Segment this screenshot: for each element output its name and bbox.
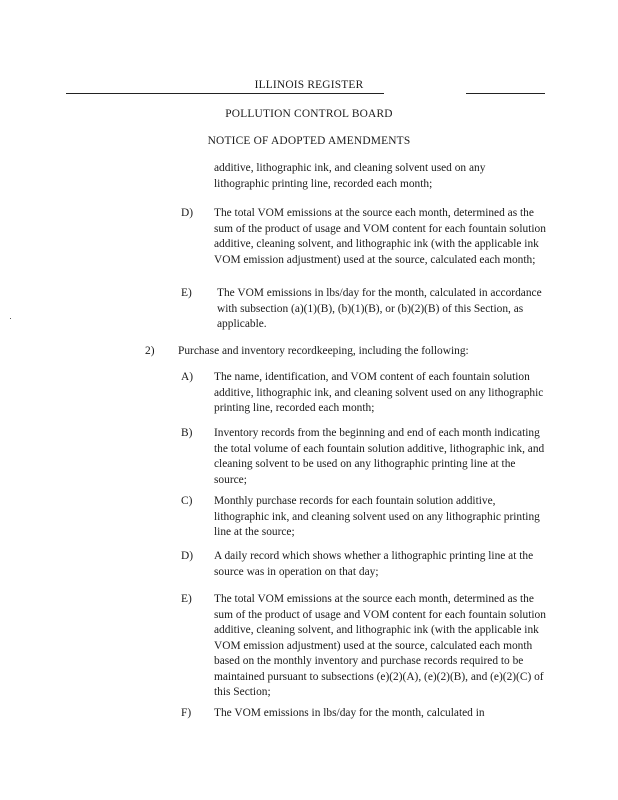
section-text: Purchase and inventory recordkeeping, including the following:: [178, 345, 469, 357]
item-label: B): [181, 427, 193, 439]
item-label: E): [181, 287, 192, 299]
item-label: F): [181, 707, 192, 719]
item-label: D): [181, 207, 194, 219]
item-text: Inventory records from the beginning and end of each month indicating the total volume of each fountain solution additive, lithographic ink, and cleaning solvent to be used on any lithographic printing line at the source;: [214, 427, 545, 486]
item-text: The name, identification, and VOM content of each fountain solution additive, lithographic ink, and cleaning solvent used on any lithographic printing line, recorded each month;: [214, 371, 544, 414]
notice-title: NOTICE OF ADOPTED AMENDMENTS: [207, 135, 411, 147]
item-label: D): [181, 550, 194, 562]
agency-title: POLLUTION CONTROL BOARD: [225, 108, 393, 120]
item-text: The VOM emissions in lbs/day for the month, calculated in: [214, 707, 485, 719]
register-title: ILLINOIS REGISTER: [254, 79, 364, 91]
scan-speck: [10, 318, 11, 319]
item-label: A): [181, 371, 194, 383]
header-rule-right: [466, 93, 545, 94]
item-text: The total VOM emissions at the source each month, determined as the sum of the product of usage and VOM content for each fountain solution additive, cleaning solvent, and lithographic ink (with the applicable ink VOM emission adjustment) used at the source, calculated each month;: [214, 207, 546, 266]
item-text: A daily record which shows whether a lithographic printing line at the source was in operation on that day;: [214, 550, 534, 578]
item-label: E): [181, 593, 192, 605]
item-text: The VOM emissions in lbs/day for the month, calculated in accordance with subsection (a)(1)(B), (b)(1)(B), or (b)(2)(B) of this Section, as applicable.: [217, 287, 542, 330]
header-rule-left: [66, 93, 384, 94]
section-label: 2): [145, 345, 155, 357]
continuation-text: additive, lithographic ink, and cleaning solvent used on any lithographic printing line, recorded each month;: [214, 162, 486, 190]
item-text: The total VOM emissions at the source each month, determined as the sum of the product of usage and VOM content for each fountain solution additive, cleaning solvent, and lithographic ink (with the applicable ink VOM emission adjustment) used at the source, calculated each month based on the monthly inventory and purchase records required to be maintained pursuant to subsections (e)(2)(A), (e)(2)(B), and (e)(2)(C) of this Section;: [214, 593, 546, 698]
item-text: Monthly purchase records for each fountain solution additive, lithographic ink, and cleaning solvent used on any lithographic printing line at the source;: [214, 495, 540, 538]
item-label: C): [181, 495, 193, 507]
